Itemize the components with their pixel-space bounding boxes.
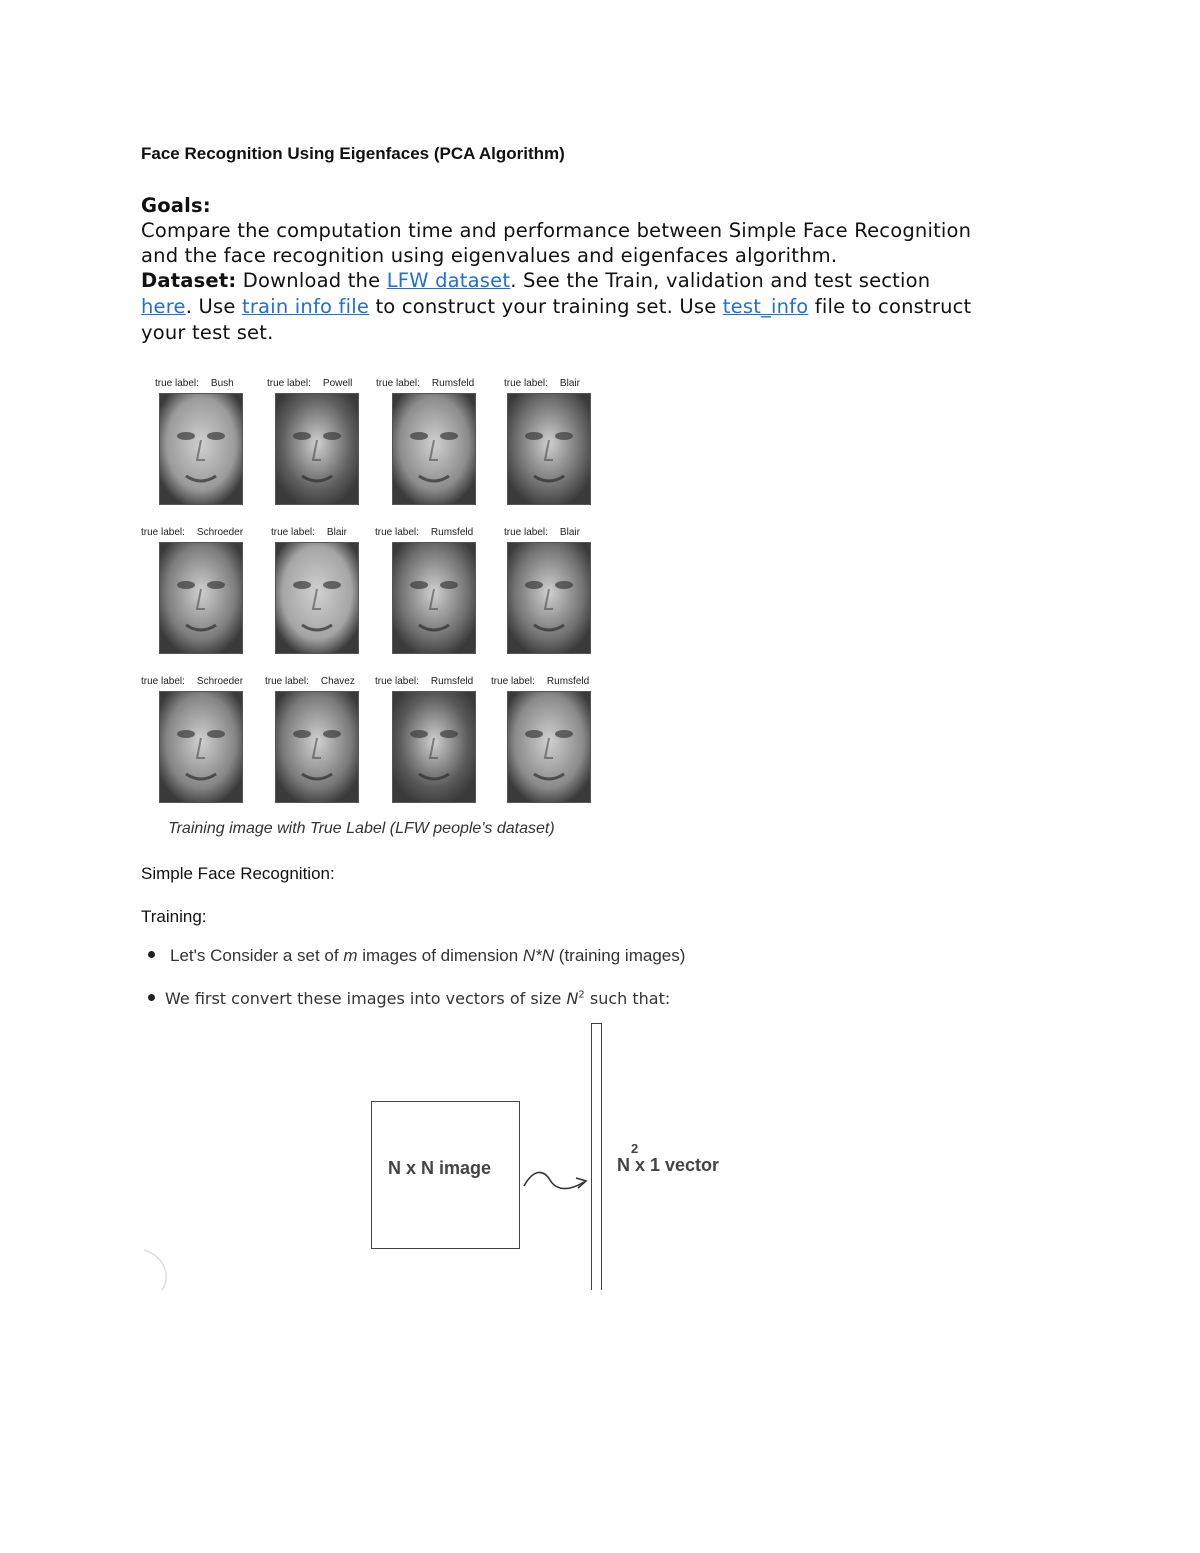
face-photo xyxy=(392,691,476,803)
face-true-label: true label: Rumsfeld xyxy=(491,676,590,687)
dataset-line-3: your test set. xyxy=(141,321,274,344)
test-info-link[interactable]: test_info xyxy=(722,295,809,318)
page-corner-arc xyxy=(140,1246,170,1292)
goals-heading: Goals: xyxy=(141,194,211,217)
face-true-label: true label: Rumsfeld xyxy=(375,527,474,538)
bullet-item-2: We first convert these images into vectors of size $N^2$ such that: xyxy=(148,989,670,1008)
vector-label: N 2 x 1 vector xyxy=(617,1141,720,1175)
face-photo xyxy=(507,691,591,803)
face-true-label: true label: Blair xyxy=(504,378,580,389)
dataset-line-2: here. Use train info file to construct your training set. Use test_info file to construct xyxy=(141,295,972,318)
bullet-item-1: Let's Consider a set of m images of dimension N*N (training images) xyxy=(148,946,685,966)
training-heading: Training: xyxy=(141,907,207,926)
face-photo xyxy=(275,691,359,803)
transform-arrow xyxy=(520,1160,590,1200)
face-true-label: true label: Blair xyxy=(504,527,580,538)
face-photo xyxy=(159,393,243,505)
face-photo xyxy=(159,691,243,803)
face-true-label: true label: Schroeder xyxy=(141,527,244,538)
here-link[interactable]: here xyxy=(141,295,186,318)
document-title: Face Recognition Using Eigenfaces (PCA Algorithm) xyxy=(141,144,565,163)
face-true-label: true label: Rumsfeld xyxy=(376,378,475,389)
lfw-dataset-link[interactable]: LFW dataset xyxy=(386,269,511,292)
face-photo xyxy=(159,542,243,654)
bullet-dot xyxy=(148,951,155,958)
bullet-dot xyxy=(148,994,155,1001)
face-true-label: true label: Blair xyxy=(271,527,347,538)
image-square-label: N x N image xyxy=(388,1158,492,1178)
face-photo xyxy=(392,542,476,654)
face-photo xyxy=(392,393,476,505)
vector-column xyxy=(591,1023,602,1290)
face-photo xyxy=(275,393,359,505)
face-photo xyxy=(507,393,591,505)
face-true-label: true label: Bush xyxy=(155,378,234,389)
face-photo xyxy=(275,542,359,654)
section-heading: Simple Face Recognition: xyxy=(141,864,335,883)
face-true-label: true label: Rumsfeld xyxy=(375,676,474,687)
dataset-label: Dataset: xyxy=(141,269,237,292)
dataset-line-1: Dataset: Download the LFW dataset. See the Train, validation and test section xyxy=(141,269,931,292)
train-info-file-link[interactable]: train info file xyxy=(241,295,370,318)
face-true-label: true label: Schroeder xyxy=(141,676,244,687)
face-true-label: true label: Powell xyxy=(267,378,353,389)
goals-line-2: and the face recognition using eigenvalues and eigenfaces algorithm. xyxy=(141,244,838,267)
goals-line-1: Compare the computation time and performance between Simple Face Recognition xyxy=(141,219,972,242)
figure-caption: Training image with True Label (LFW people's dataset) xyxy=(168,820,555,837)
face-true-label: true label: Chavez xyxy=(265,676,355,687)
face-photo xyxy=(507,542,591,654)
